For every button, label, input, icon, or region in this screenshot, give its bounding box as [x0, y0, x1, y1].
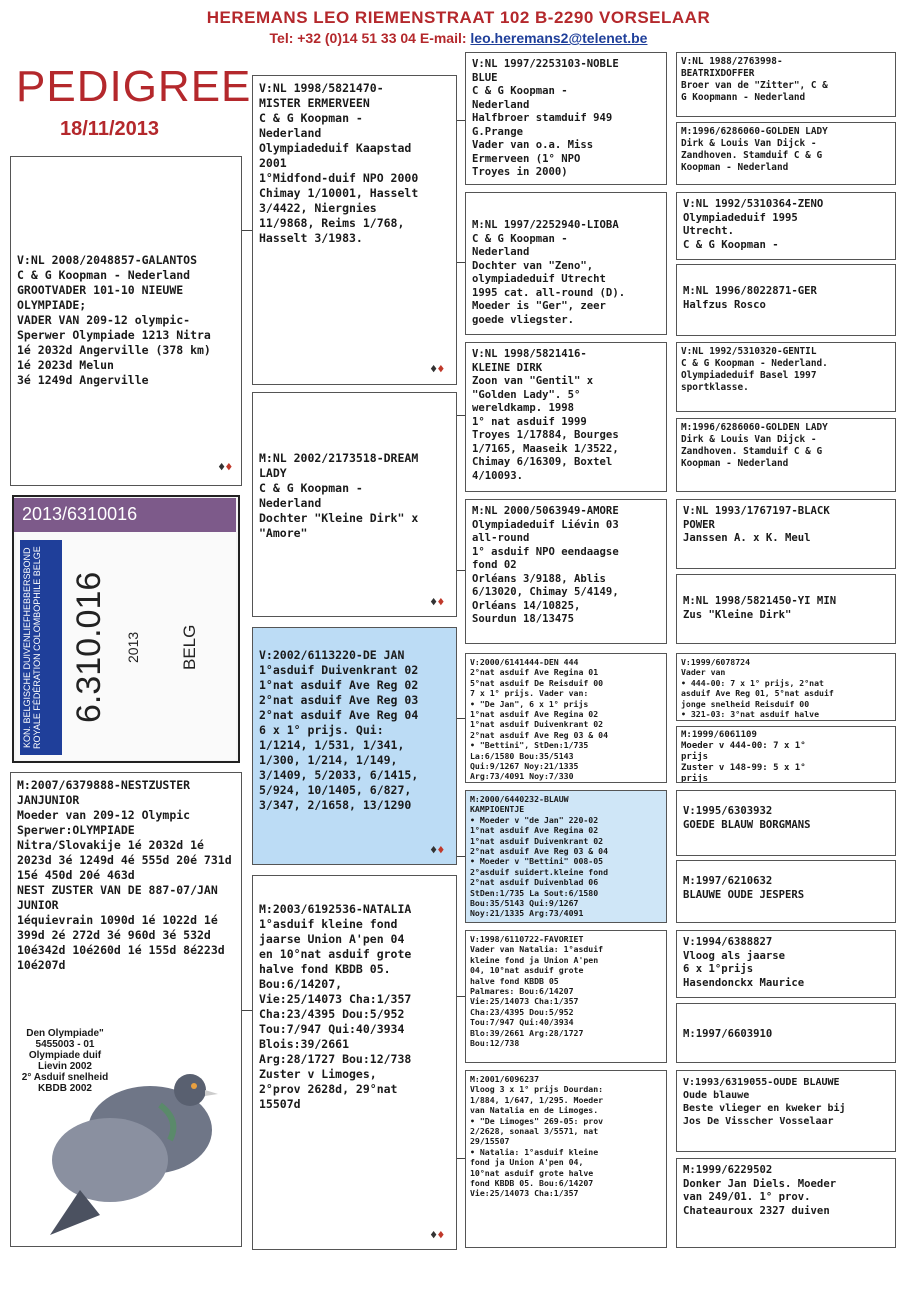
contact-line — [0, 30, 917, 46]
gen4-box-9: V:1999/6078724 Vader van • 444-00: 7 x 1° prijs, 2°nat asduif Ave Reg 01, 5°nat asduif jonge snelheid Reisduif 00 • 321-03: 3°nat asduif halve — [676, 653, 896, 721]
connector — [457, 570, 465, 571]
ring-label: 2013/6310016 — [14, 498, 236, 532]
gen3-box-7: V:1998/6110722-FAVORIET Vader van Natalia: 1°asduif kleine fond ja Union A'pen 04, 10°nat asduif grote halve fond KBDB 05 Palmares: Bou:6/14207 Vie:25/14073 Cha:1/357 Cha:23/4395 Dou:5/952 Tou:7/947 Qui:40/3934 Blo:39/2661 Arg:28/1727 Bou:12/738 — [465, 930, 667, 1063]
pedigree-date: 18/11/2013 — [60, 118, 159, 140]
gen3-box-1: V:NL 1997/2253103-NOBLE BLUE C & G Koopman - Nederland Halfbroer stamduif 949 G.Prange Vader van o.a. Miss Ermerveen (1° NPO Troyes in 2000) — [465, 52, 667, 185]
connector — [457, 856, 465, 857]
gen4-box-10: M:1999/6061109 Moeder v 444-00: 7 x 1° prijs Zuster v 148-99: 5 x 1° prijs — [676, 726, 896, 783]
ring-federation-band: KON. BELGISCHE DUIVENLIEFHEBBERSBOND ROYALE FÉDÉRATION COLOMBOPHILE BELGE — [20, 540, 62, 755]
gen4-box-6: M:1996/6286060-GOLDEN LADY Dirk & Louis Van Dijck - Zandhoven. Stamduif C & G Koopman - Nederland — [676, 418, 896, 492]
gen4-box-15: V:1993/6319055-OUDE BLAUWE Oude blauwe Beste vlieger en kweker bij Jos De Visscher Vosselaar — [676, 1070, 896, 1152]
pedigree-title: PEDIGREE — [16, 62, 252, 111]
pigeon-image — [40, 1050, 220, 1240]
contact-prefix: Tel: +32 (0)14 51 33 04 E-mail: — [269, 30, 471, 46]
gen3-box-3: V:NL 1998/5821416- KLEINE DIRK Zoon van "Gentil" x "Golden Lady". 5° wereldkamp. 1998 1° nat asduif 1999 Troyes 1/17884, Bourges 1/7165, Maaseik 1/3522, Chimay 6/16309, Boxtel 4/10093. — [465, 342, 667, 492]
sire2-box: V:2002/6113220-DE JAN 1°asduif Duivenkrant 02 1°nat asduif Ave Reg 02 2°nat asduif Ave Reg 03 2°nat asduif Ave Reg 04 6 x 1° prijs. Qui: 1/1214, 1/531, 1/341, 1/300, 1/214, 1/149, 3/1409, 5/2033, 6/1415, 5/924, 10/1405, 6/827, 3/347, 2/1658, 13/1290 — [252, 627, 457, 865]
connector — [242, 1010, 252, 1011]
gen4-box-7: V:NL 1993/1767197-BLACK POWER Janssen A. x K. Meul — [676, 499, 896, 569]
gen4-box-16: M:1999/6229502 Donker Jan Diels. Moeder van 249/01. 1° prov. Chateauroux 2327 duiven — [676, 1158, 896, 1248]
dam2-box: M:2003/6192536-NATALIA 1°asduif kleine fond jaarse Union A'pen 04 en 10°nat asduif grote halve fond KBDB 05. Bou:6/14207, Vie:25/14073 Cha:1/357 Cha:23/4395 Dou:5/952 Tou:7/947 Qui:40/3934 Blois:39/2661 Arg:28/1727 Bou:12/738 Zuster v Limoges, 2°prov 2628d, 29°nat 15507d — [252, 875, 457, 1250]
connector — [457, 1158, 465, 1159]
connector — [457, 262, 465, 263]
gen4-box-2: M:1996/6286060-GOLDEN LADY Dirk & Louis Van Dijck - Zandhoven. Stamduif C & G Koopman - Nederland — [676, 122, 896, 185]
sire-box: V:NL 1998/5821470- MISTER ERMERVEEN C & G Koopman - Nederland Olympiadeduif Kaapstad 2001 1°Midfond-duif NPO 2000 Chimay 1/10001, Hasselt 3/4422, Niergnies 11/9868, Reims 1/768, Hasselt 3/1983. — [252, 75, 457, 385]
gen4-box-12: M:1997/6210632 BLAUWE OUDE JESPERS — [676, 860, 896, 923]
gen4-box-5: V:NL 1992/5310320-GENTIL C & G Koopman - Nederland. Olympiadeduif Basel 1997 sportklasse. — [676, 342, 896, 412]
subject-box: V:NL 2008/2048857-GALANTOS C & G Koopman - Nederland GROOTVADER 101-10 NIEUWE OLYMPIADE; VADER VAN 209-12 olympic-Sperwer Olympiade 1213 Nitra 1é 2032d Angerville (378 km) 1é 2023d Melun 3é 1249d Angerville — [10, 156, 242, 486]
gen4-box-14: M:1997/6603910 — [676, 1003, 896, 1063]
dam-box: M:NL 2002/2173518-DREAM LADY C & G Koopman - Nederland Dochter "Kleine Dirk" x "Amore" — [252, 392, 457, 617]
ring-country: BELG — [180, 624, 199, 671]
connector — [457, 996, 465, 997]
gender-marker: ♦♦ — [430, 843, 445, 857]
dam-subject-box: M:2007/6379888-NESTZUSTER JANJUNIOR Moeder van 209-12 Olympic Sperwer:OLYMPIADE Nitra/Slovakije 1é 2032d 1é 2023d 3é 1249d 4é 555d 20é 731d 15é 450d 20é 463d NEST ZUSTER VAN DE 887-07/JAN JUNIOR 1équievrain 1090d 1é 1022d 1é 399d 2é 272d 3é 960d 3é 532d 10é342d 10é260d 1é 155d 8é223d 10é207d — [10, 772, 242, 1247]
gen3-box-2: M:NL 1997/2252940-LIOBA C & G Koopman - Nederland Dochter van "Zeno", olympiadeduif Utrecht 1995 cat. all-round (D). Moeder is "Ger", zeer goede vliegster. — [465, 192, 667, 335]
ring-year: 2013 — [125, 631, 141, 664]
gen4-box-8: M:NL 1998/5821450-YI MIN Zus "Kleine Dirk" — [676, 574, 896, 644]
gen4-box-1: V:NL 1988/2763998- BEATRIXDOFFER Broer van de "Zitter", C & G Koopmann - Nederland — [676, 52, 896, 117]
gender-marker: ♦♦ — [430, 1228, 445, 1242]
gen4-box-11: V:1995/6303932 GOEDE BLAUW BORGMANS — [676, 790, 896, 856]
gen4-box-3: V:NL 1992/5310364-ZENO Olympiadeduif 1995 Utrecht. C & G Koopman - — [676, 192, 896, 260]
connector — [457, 415, 465, 416]
gen3-box-6: M:2000/6440232-BLAUW KAMPIOENTJE • Moeder v "de Jan" 220-02 1°nat asduif Ave Regina 02 1°nat asduif Duivenkrant 02 2°nat asduif Ave Reg 03 & 04 • Moeder v "Bettini" 008-05 2°asduif suidert.kleine fond 2°nat asduif Duivenblad 06 StDen:1/735 La Sout:6/1580 Bou:35/5143 Qui:9/1267 Noy:21/1335 Arg:73/4091 — [465, 790, 667, 923]
gender-marker: ♦♦ — [430, 595, 445, 609]
gen3-box-4: M:NL 2000/5063949-AMORE Olympiadeduif Liévin 03 all-round 1° asduif NPO eendaagse fond 02 Orléans 3/9188, Ablis 6/13020, Chimay 5/4149, Orléans 14/10825, Sourdun 18/13475 — [465, 499, 667, 644]
connector — [457, 718, 465, 719]
ring-number: 6.310.016 — [70, 571, 108, 724]
gen3-box-8: M:2001/6096237 Vloog 3 x 1° prijs Dourdan: 1/884, 1/647, 1/295. Moeder van Natalia en de Limoges. • "De Limoges" 269-05: prov 2/2628, sonaal 3/5571, nat 29/15507 • Natalia: 1°asduif kleine fond ja Union A'pen 04, 10°nat asduif grote halve fond KBDB 05. Bou:6/14207 Vie:25/14073 Cha:1/357 — [465, 1070, 667, 1248]
connector — [242, 230, 252, 231]
gen4-box-4: M:NL 1996/8022871-GER Halfzus Rosco — [676, 264, 896, 336]
olympiade-caption: Den Olympiade" 5455003 - 01 Olympiade duif Lievin 2002 2° Asduif snelheid KBDB 2002 — [21, 1028, 109, 1094]
gen4-box-13: V:1994/6388827 Vloog als jaarse 6 x 1°prijs Hasendonckx Maurice — [676, 930, 896, 998]
email-link[interactable]: leo.heremans2@telenet.be — [470, 30, 648, 46]
breeder-header: HEREMANS LEO RIEMENSTRAAT 102 B-2290 VORSELAAR — [206, 8, 711, 27]
gender-marker: ♦♦ — [218, 460, 233, 474]
connector — [457, 120, 465, 121]
gen3-box-5: V:2000/6141444-DEN 444 2°nat asduif Ave Regina 01 5°nat asduif De Reisduif 00 7 x 1° prijs. Vader van: • "De Jan", 6 x 1° prijs 1°nat asduif Ave Regina 02 1°nat asduif Duivenkrant 02 2°nat asduif Ave Reg 03 & 04 • "Bettini", StDen:1/735 La:6/1580 Bou:35/5143 Qui:9/1267 Noy:21/1335 Arg:73/4091 Noy:7/330 — [465, 653, 667, 783]
gender-marker: ♦♦ — [430, 362, 445, 376]
